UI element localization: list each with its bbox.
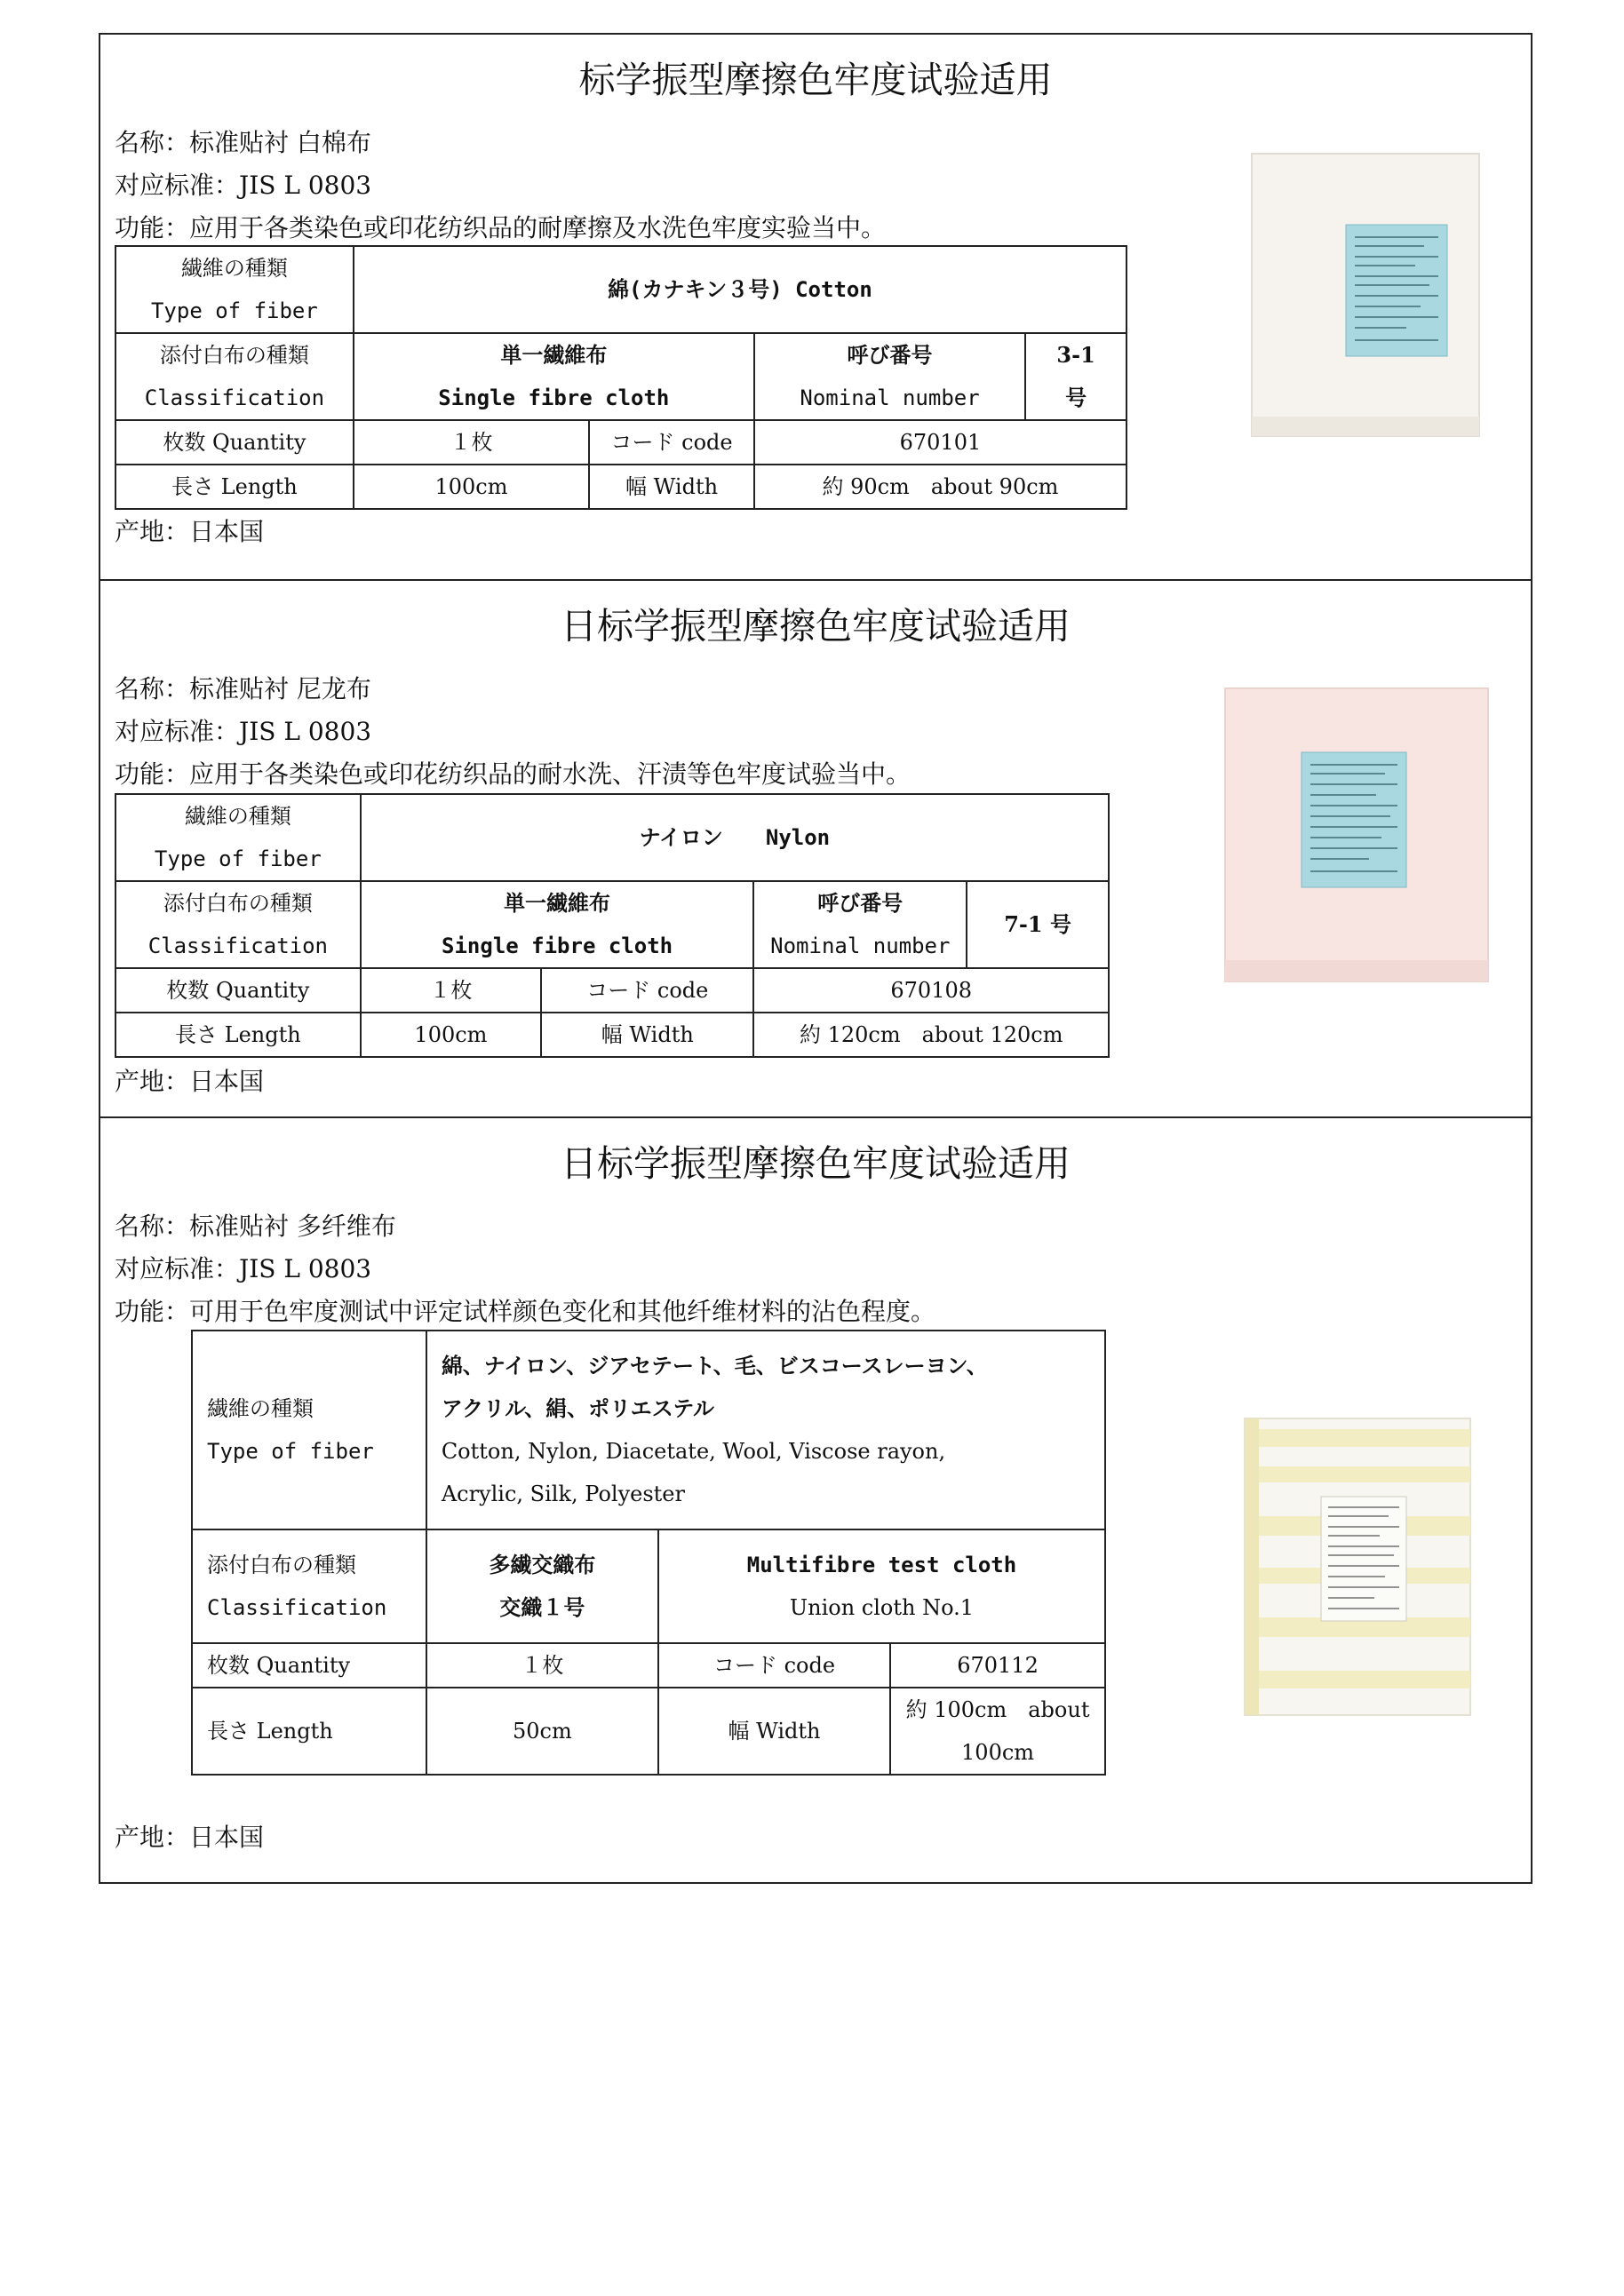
length-label: 長さ Length	[115, 465, 354, 509]
class-label-cell	[115, 881, 361, 968]
nominal-label-cell	[753, 881, 967, 968]
length-value: 100cm	[354, 465, 589, 509]
quantity-value: １枚	[354, 420, 589, 465]
nominal-value-a: 3-1	[1056, 342, 1095, 368]
document-frame	[99, 33, 1532, 1884]
fiber-value-cell	[426, 1331, 1105, 1529]
class-value-jp-cell	[426, 1529, 658, 1643]
nominal-label-jp: 呼び番号	[847, 342, 933, 368]
quantity-label: 枚数 Quantity	[192, 1643, 426, 1688]
code-value: 670112	[890, 1643, 1105, 1688]
code-label: コード code	[658, 1643, 890, 1688]
fiber-value-en-1: Cotton, Nylon, Diacetate, Wool, Viscose rayon,	[441, 1439, 946, 1464]
class-value-en-cell	[658, 1529, 1105, 1643]
class-label-jp: 添付白布の種類	[207, 1553, 356, 1577]
fiber-label-en: Type of fiber	[154, 846, 322, 871]
width-value-1: 約 100cm about	[905, 1697, 1090, 1722]
class-value-jp: 単一繊維布	[500, 342, 608, 368]
code-label: コード code	[589, 420, 754, 465]
length-label: 長さ Length	[192, 1688, 426, 1775]
code-value: 670108	[753, 968, 1109, 1013]
fiber-value-jp-1: 綿、ナイロン、ジアセテート、毛、ビスコースレーヨン、	[441, 1353, 988, 1378]
class-value-en: Single fibre cloth	[442, 933, 673, 958]
section-title: 日标学振型摩擦色牢度试验适用	[561, 1142, 1071, 1185]
width-label: 幅 Width	[658, 1688, 890, 1775]
origin-line: 产地：日本国	[115, 1067, 265, 1096]
class-value-en: Single fibre cloth	[438, 385, 670, 410]
nominal-label-jp: 呼び番号	[817, 890, 904, 916]
origin-line: 产地：日本国	[115, 1823, 265, 1852]
nominal-value: 7-1 号	[967, 881, 1109, 968]
class-value-en-1: Multifibre test cloth	[746, 1553, 1017, 1577]
class-label-en: Classification	[147, 933, 328, 958]
class-value-cell	[354, 333, 754, 420]
class-label-cell	[115, 333, 354, 420]
section-title: 标学振型摩擦色牢度试验适用	[578, 59, 1053, 101]
function-line: 功能：应用于各类染色或印花纺织品的耐摩擦及水洗色牢度实验当中。	[115, 213, 887, 242]
width-value: 約 120cm about 120cm	[753, 1013, 1109, 1057]
class-value-cell	[361, 881, 754, 968]
width-value: 約 90cm about 90cm	[754, 465, 1126, 509]
fiber-label-en: Type of fiber	[150, 298, 318, 323]
code-value: 670101	[754, 420, 1126, 465]
spec-table	[115, 245, 1127, 510]
fiber-value: ナイロン Nylon	[361, 794, 1109, 881]
fiber-value-jp-2: アクリル、絹、ポリエステル	[441, 1395, 715, 1421]
standard-line: 对应标准：JIS L 0803	[115, 717, 372, 746]
product-name: 名称：标准贴衬 尼龙布	[115, 674, 371, 703]
standard-line: 对应标准：JIS L 0803	[115, 1254, 372, 1283]
quantity-label: 枚数 Quantity	[115, 968, 361, 1013]
quantity-label: 枚数 Quantity	[115, 420, 354, 465]
class-value-jp-1: 多繊交織布	[489, 1552, 596, 1577]
spec-table	[191, 1330, 1106, 1776]
fiber-label-jp: 繊維の種類	[207, 1396, 314, 1421]
multifibre-cloth-photo	[1238, 1411, 1477, 1722]
width-value-cell	[890, 1688, 1105, 1775]
fiber-label-cell	[115, 794, 361, 881]
origin-line: 产地：日本国	[115, 517, 265, 546]
class-value-en-2: Union cloth No.1	[789, 1595, 975, 1620]
fiber-value: 綿(カナキン３号) Cotton	[354, 246, 1126, 333]
class-value-jp-2: 交織１号	[499, 1594, 585, 1620]
fiber-label-en: Type of fiber	[207, 1439, 374, 1464]
fiber-label-cell	[115, 246, 354, 333]
fiber-label-jp: 繊維の種類	[184, 804, 291, 829]
length-value: 50cm	[426, 1688, 658, 1775]
fiber-label-jp: 繊維の種類	[180, 256, 288, 281]
class-label-jp: 添付白布の種類	[159, 343, 309, 368]
spec-table	[115, 793, 1110, 1058]
fiber-value-en-2: Acrylic, Silk, Polyester	[441, 1482, 685, 1506]
product-name: 名称：标准贴衬 多纤维布	[115, 1212, 396, 1241]
width-value-2: 100cm	[961, 1740, 1035, 1765]
nominal-label-en: Nominal number	[770, 933, 951, 958]
function-line: 功能：应用于各类染色或印花纺织品的耐水洗、汗渍等色牢度试验当中。	[115, 759, 912, 789]
function-line: 功能：可用于色牢度测试中评定试样颜色变化和其他纤维材料的沾色程度。	[115, 1297, 936, 1326]
product-name: 名称：标准贴衬 白棉布	[115, 128, 371, 157]
class-label-cell	[192, 1529, 426, 1643]
class-label-en: Classification	[144, 385, 325, 410]
width-label: 幅 Width	[589, 465, 754, 509]
nylon-cloth-photo	[1220, 683, 1495, 989]
class-label-jp: 添付白布の種類	[163, 891, 313, 916]
length-label: 長さ Length	[115, 1013, 361, 1057]
class-value-jp: 単一繊維布	[504, 890, 611, 916]
product-section-multifibre	[100, 1118, 1531, 1884]
product-section-cotton	[100, 35, 1531, 581]
nominal-value-b: 号	[1065, 385, 1087, 410]
class-label-en: Classification	[207, 1595, 387, 1620]
cotton-cloth-photo	[1246, 150, 1486, 443]
nominal-value-cell	[1025, 333, 1126, 420]
width-label: 幅 Width	[541, 1013, 753, 1057]
nominal-label-cell	[754, 333, 1025, 420]
section-title: 日标学振型摩擦色牢度试验适用	[561, 605, 1071, 647]
nominal-label-en: Nominal number	[800, 385, 980, 410]
quantity-value: １枚	[361, 968, 541, 1013]
product-section-nylon	[100, 581, 1531, 1118]
length-value: 100cm	[361, 1013, 541, 1057]
code-label: コード code	[541, 968, 753, 1013]
standard-line: 对应标准：JIS L 0803	[115, 171, 372, 200]
fiber-label-cell	[192, 1331, 426, 1529]
quantity-value: １枚	[426, 1643, 658, 1688]
